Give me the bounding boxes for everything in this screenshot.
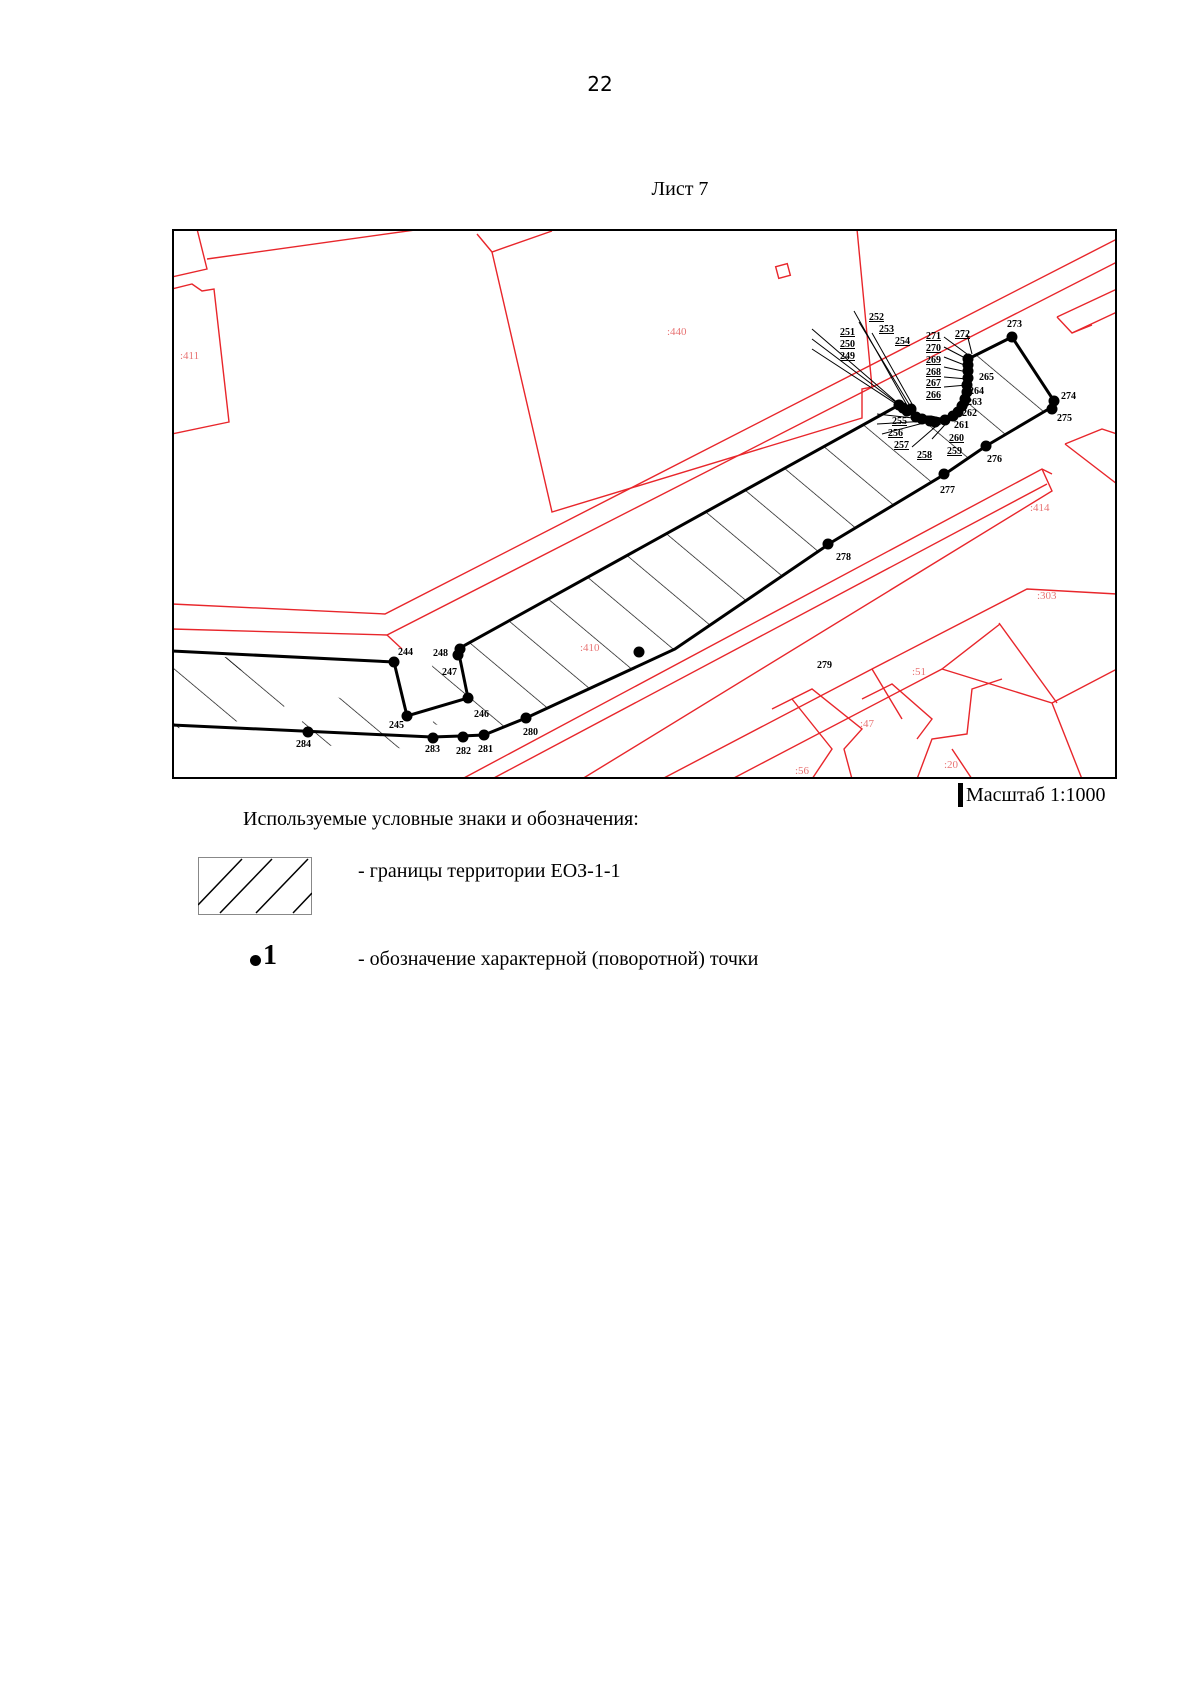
point-label: 247 <box>442 667 457 678</box>
scale-label <box>958 783 1106 807</box>
parcel-label: :20 <box>944 759 959 771</box>
point-label: 284 <box>296 739 311 750</box>
parcel-label: :440 <box>667 326 687 338</box>
point-label: 278 <box>836 552 851 563</box>
point-label: 264 <box>969 386 984 397</box>
legend-point-sample <box>250 940 277 972</box>
point-label: 267 <box>926 378 941 389</box>
legend-hatch-text: - границы территории ЕОЗ-1-1 <box>358 860 621 882</box>
point-label: 253 <box>879 324 894 335</box>
point-label: 246 <box>474 709 489 720</box>
point-label: 255 <box>892 416 907 427</box>
parcel-label: :47 <box>860 718 875 730</box>
legend-hatch-swatch <box>198 857 312 915</box>
point-label: 279 <box>817 660 832 671</box>
legend-point-label: 1 <box>263 940 277 971</box>
point-label: 250 <box>840 339 855 350</box>
point-label: 275 <box>1057 413 1072 424</box>
point-label: 276 <box>987 454 1002 465</box>
parcel-label: :303 <box>1037 590 1057 602</box>
scale-bar-marker <box>958 783 963 807</box>
point-label: 258 <box>917 450 932 461</box>
point-label: 271 <box>926 331 941 342</box>
point-label: 281 <box>478 744 493 755</box>
point-label: 249 <box>840 351 855 362</box>
parcel-label: :56 <box>795 765 810 777</box>
point-label: 273 <box>1007 319 1022 330</box>
parcel-label: :411 <box>180 350 200 362</box>
sheet-title: Лист 7 <box>651 178 709 200</box>
point-label: 263 <box>967 397 982 408</box>
point-label: 248 <box>433 648 448 659</box>
point-label: 269 <box>926 355 941 366</box>
cadastral-map <box>172 229 1117 779</box>
parcel-label: :414 <box>1030 502 1050 514</box>
point-label: 261 <box>954 420 969 431</box>
point-label: 282 <box>456 746 471 757</box>
point-label: 256 <box>888 428 903 439</box>
point-label: 274 <box>1061 391 1076 402</box>
point-label: 245 <box>389 720 404 731</box>
point-label: 277 <box>940 485 955 496</box>
point-label: 266 <box>926 390 941 401</box>
territory-eoz-1-1 <box>172 337 1054 749</box>
parcel-label: :51 <box>912 666 927 678</box>
point-label: 252 <box>869 312 884 323</box>
point-label: 262 <box>962 408 977 419</box>
point-label: 280 <box>523 727 538 738</box>
point-label: 260 <box>949 433 964 444</box>
parcel-label: :410 <box>580 642 600 654</box>
point-dot-icon <box>250 955 261 966</box>
point-label: 268 <box>926 367 941 378</box>
point-label: 257 <box>894 440 909 451</box>
legend-point-text: - обозначение характерной (поворотной) точки <box>358 948 759 970</box>
point-label: 270 <box>926 343 941 354</box>
point-label: 254 <box>895 336 910 347</box>
point-label: 272 <box>955 329 970 340</box>
point-label: 251 <box>840 327 855 338</box>
page-number: 22 <box>587 72 613 96</box>
scale-text: Масштаб 1:1000 <box>966 783 1106 806</box>
legend-title: Используемые условные знаки и обозначения: <box>243 808 639 830</box>
point-label: 283 <box>425 744 440 755</box>
point-label: 265 <box>979 372 994 383</box>
point-label: 244 <box>398 647 413 658</box>
point-label: 259 <box>947 446 962 457</box>
